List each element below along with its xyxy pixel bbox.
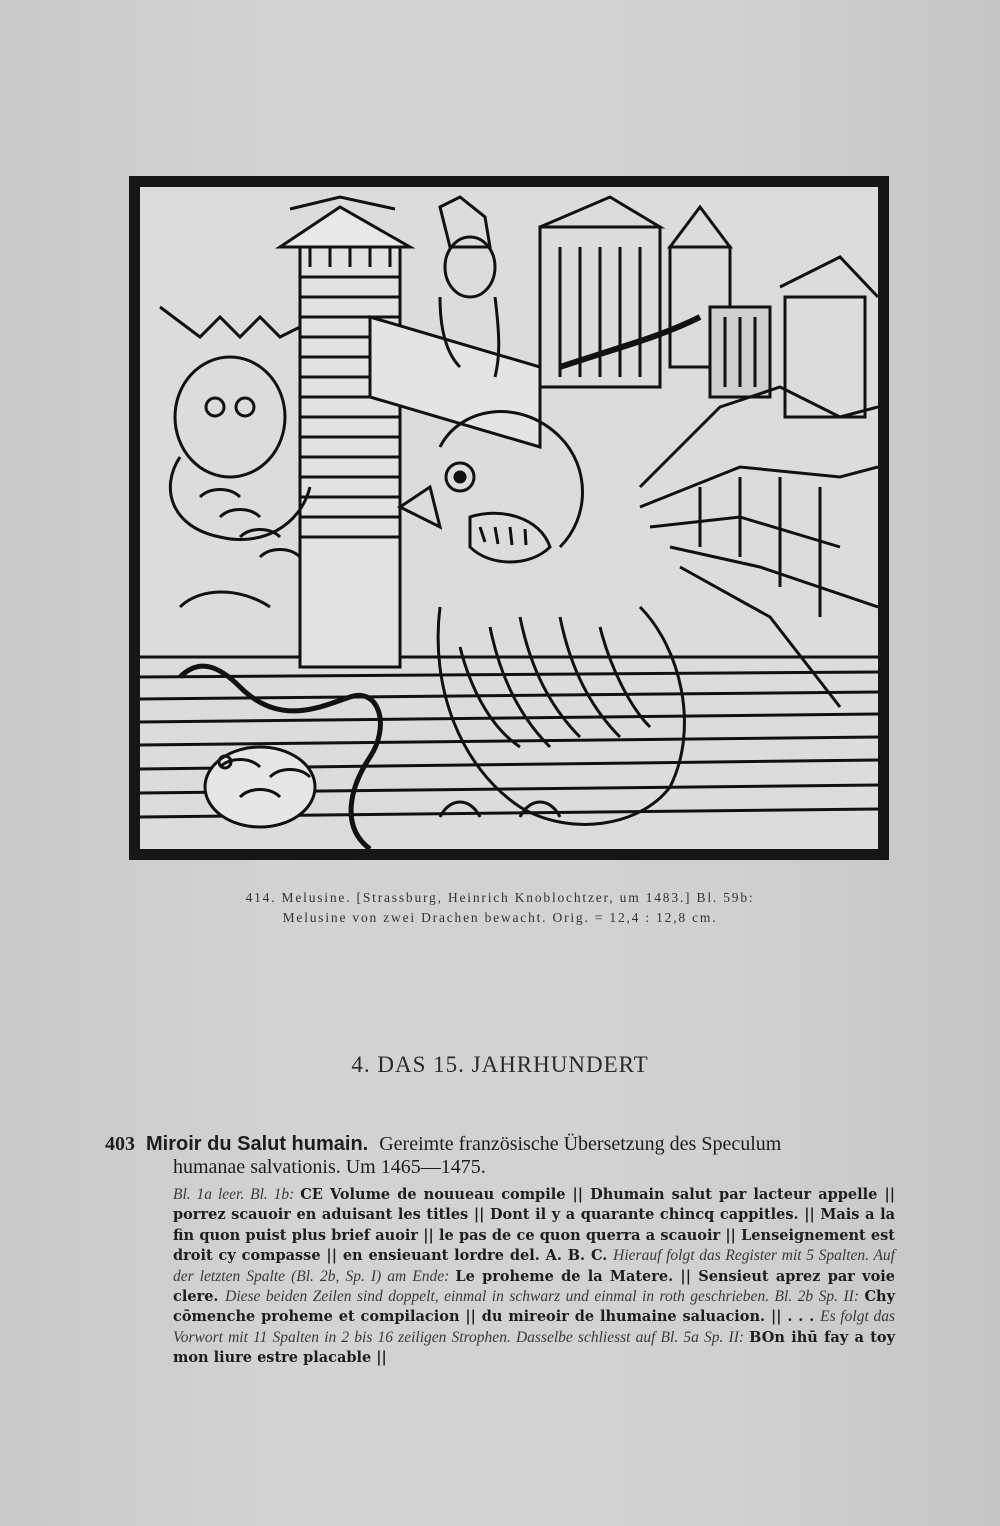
entry-subtitle-continued: humanae salvationis. Um 1465—1475.	[173, 1156, 486, 1178]
description-segment: CE Volume de nouueau compile || Dhumain salut par lacteur appelle || porrez scauoir en aduisant les titles || Dont il y a quarante chincq cappitles. || Mais a la fin quon puist plus brief auoir || le pas de ce quon querra a scauoir || Lenseignement est droit cy compasse || en ensieuant lordre del. A. B. C.	[173, 1186, 896, 1265]
entry-subtitle: Gereimte französische Übersetzung des Speculum	[379, 1133, 782, 1155]
description-segment: Hierauf folgt das Register mit 5 Spalten. Auf der letzten Spalte (Bl. 2b, Sp. I) am Ende:	[173, 1247, 895, 1285]
caption-line-2: Melusine von zwei Drachen bewacht. Orig. = 12,4 : 12,8 cm.	[282, 910, 718, 925]
caption-line-1: 414. Melusine. [Strassburg, Heinrich Knoblochtzer, um 1483.] Bl. 59b:	[245, 890, 755, 905]
figure-caption	[150, 888, 850, 928]
entry-header	[105, 1133, 895, 1156]
description-segment: Es folgt das Vorwort mit 11 Spalten in 2 bis 16 zeiligen Strophen. Dasselbe schliesst auf Bl. 5a Sp. II:	[173, 1308, 895, 1346]
description-segment: Diese beiden Zeilen sind doppelt, einmal in schwarz und einmal in roth geschrieben. Bl. 2b Sp. II:	[225, 1288, 865, 1306]
section-heading: 4. DAS 15. JAHRHUNDERT	[351, 1052, 649, 1077]
description-segment: Bl. 1a leer. Bl. 1b:	[173, 1186, 301, 1203]
woodcut-illustration	[129, 176, 889, 860]
entry-description	[105, 1185, 895, 1369]
description-segment: Le proheme de la Matere. || Sensieut aprez par voie clere.	[173, 1267, 896, 1306]
entry-number: 403	[105, 1133, 135, 1155]
description-segment: Chy cōmenche proheme et compilacion || du mireoir de lhumaine saluacion. || . . .	[173, 1288, 896, 1326]
catalog-entry	[105, 1133, 895, 1369]
description-segment: BOn ihū fay a toy mon liure estre placable ||	[173, 1328, 895, 1367]
entry-title: Miroir du Salut humain.	[146, 1133, 369, 1155]
